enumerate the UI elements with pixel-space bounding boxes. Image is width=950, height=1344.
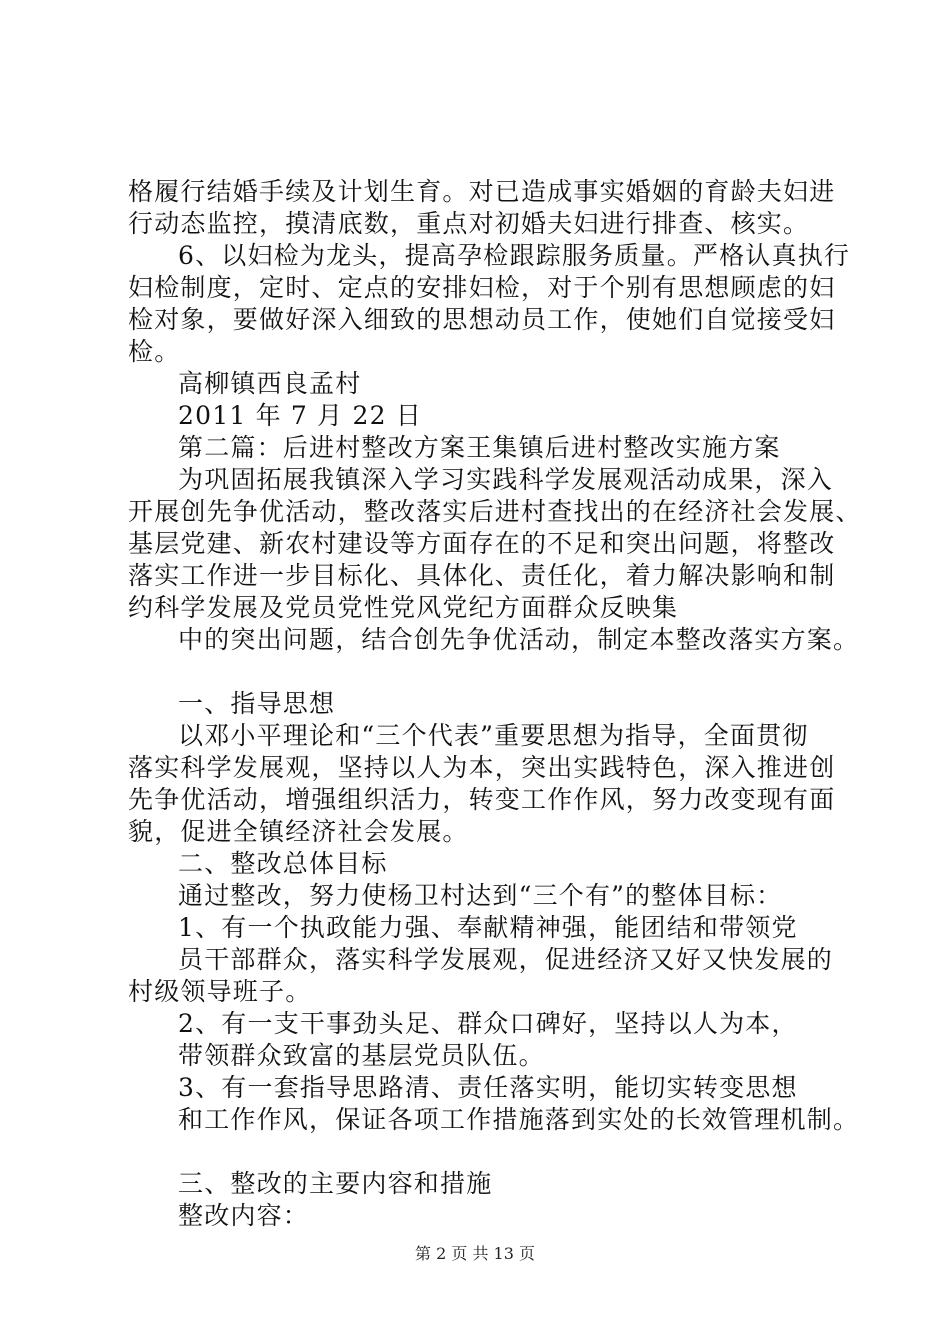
heading-main-content: 三、整改的主要内容和措施 [178, 1169, 493, 1198]
signature-date: 2011 年 7 月 22 日 [178, 401, 423, 430]
text-line: 行动态监控，摸清底数，重点对初婚夫妇进行排查、核实。 [128, 209, 810, 238]
heading-overall-goal: 二、整改总体目标 [178, 849, 388, 878]
text-line: 约科学发展及党员党性党风党纪方面群众反映集 [128, 593, 679, 622]
text-line: 为巩固拓展我镇深入学习实践科学发展观活动成果，深入 [178, 465, 834, 494]
text-line: 村级领导班子。 [128, 977, 312, 1006]
text-line: 格履行结婚手续及计划生育。对已造成事实婚姻的育龄夫妇进 [128, 177, 836, 206]
page-footer: 第 2 页 共 13 页 [415, 1244, 535, 1263]
text-line: 整改内容： [178, 1201, 310, 1230]
text-line: 基层党建、新农村建设等方面存在的不足和突出问题，将整改 [128, 529, 836, 558]
text-line: 通过整改，努力使杨卫村达到“三个有”的整体目标： [178, 881, 783, 910]
text-line: 2、有一支干事劲头足、群众口碑好，坚持以人为本， [178, 1009, 798, 1038]
text-line: 6、以妇检为龙头，提高孕检跟踪服务质量。严格认真执行 [178, 241, 851, 270]
heading-guiding-thought: 一、指导思想 [178, 689, 336, 718]
text-line: 带领群众致富的基层党员队伍。 [178, 1041, 545, 1070]
text-line: 落实工作进一步目标化、具体化、责任化，着力解决影响和制 [128, 561, 836, 590]
text-line: 开展创先争优活动，整改落实后进村查找出的在经济社会发展、 [128, 497, 862, 526]
text-line: 先争优活动，增强组织活力，转变工作作风，努力改变现有面 [128, 785, 836, 814]
text-line: 员干部群众，落实科学发展观，促进经济又好又快发展的 [178, 945, 834, 974]
text-line: 妇检制度，定时、定点的安排妇检，对于个别有思想顾虑的妇 [128, 273, 836, 302]
text-line: 3、有一套指导思路清、责任落实明，能切实转变思想 [178, 1073, 798, 1102]
text-line: 1、有一个执政能力强、奉献精神强，能团结和带领党 [178, 913, 798, 942]
text-line: 貌，促进全镇经济社会发展。 [128, 817, 469, 846]
text-line: 检对象，要做好深入细致的思想动员工作，使她们自觉接受妇 [128, 305, 836, 334]
text-line: 以邓小平理论和“三个代表”重要思想为指导，全面贯彻 [178, 721, 809, 750]
text-line: 中的突出问题，结合创先争优活动，制定本整改落实方案。 [178, 625, 860, 654]
text-line: 和工作作风，保证各项工作措施落到实处的长效管理机制。 [178, 1105, 860, 1134]
section-title: 第二篇：后进村整改方案王集镇后进村整改实施方案 [178, 433, 781, 462]
signature-village: 高柳镇西良孟村 [178, 369, 362, 398]
text-line: 检。 [128, 337, 181, 366]
text-line: 落实科学发展观，坚持以人为本，突出实践特色，深入推进创 [128, 753, 836, 782]
